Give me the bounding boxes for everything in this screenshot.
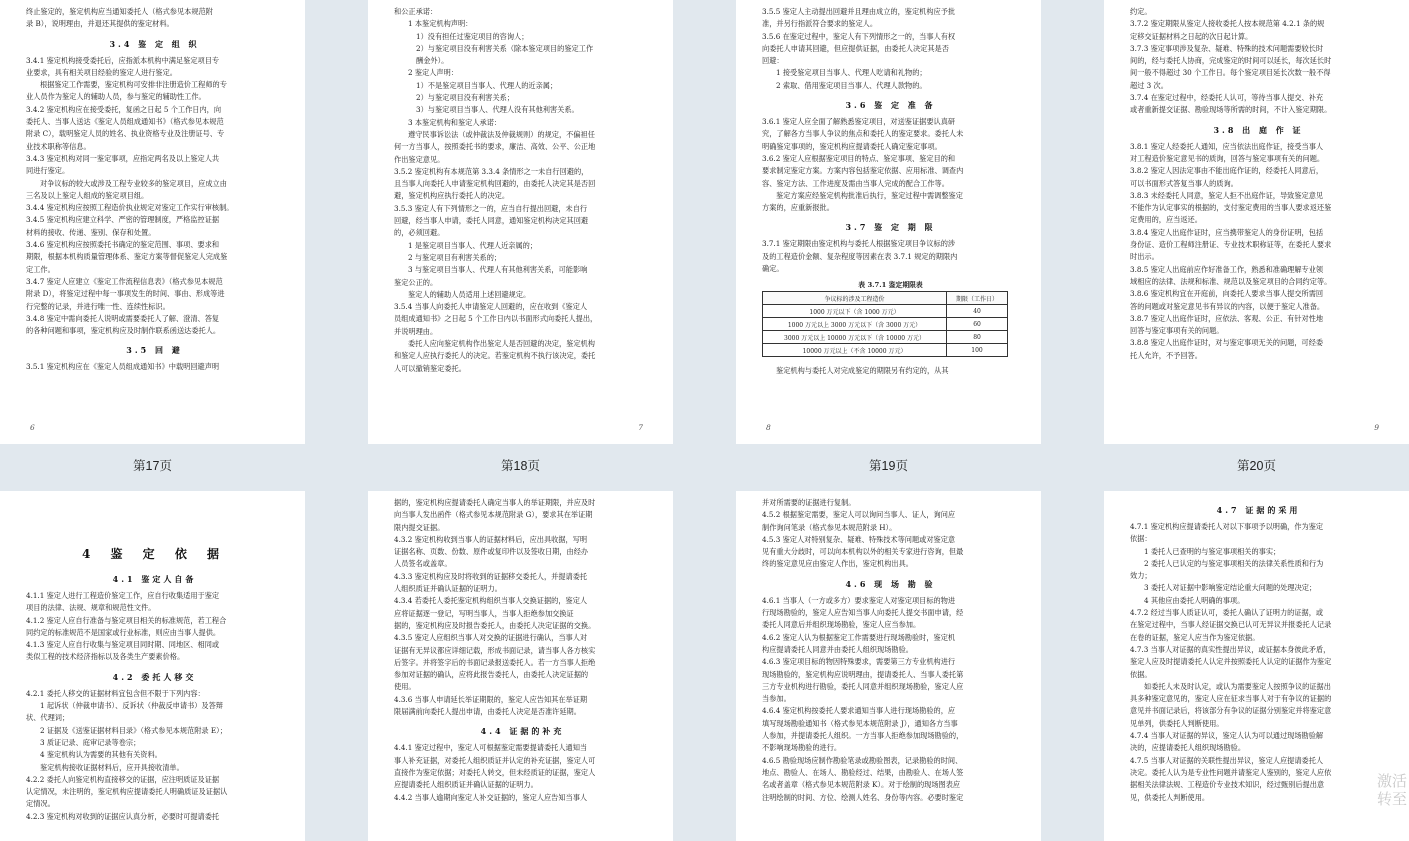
text-line: 4.6.2 鉴定人认为根据鉴定工作需要进行现场勘验时，鉴定机 [762,632,956,642]
text-line: 3.5.4 当事人向委托人申请鉴定人回避的，应在收到《鉴定人 [394,302,588,312]
text-line: 三方专业机构进行勘验，委托人同意并组织现场勘验，鉴定人应 [762,681,964,691]
section-heading: 3.6 鉴 定 准 备 [845,100,936,111]
text-line: 4.4.2 当事人逾期向鉴定人补交证据的，鉴定人应告知当事人 [394,792,588,802]
page-number: 6 [30,423,35,432]
text-line: 回避： [762,56,784,66]
table-cell: 80 [947,331,1008,344]
text-line: 在卷的证据，鉴定人应当作为鉴定依据。 [1130,632,1260,642]
table-row [763,305,1008,318]
text-line: 3 与鉴定项目当事人、代理人有其他利害关系，可能影响 [408,265,588,275]
text-line: 对工程造价鉴定意见书的质询，回答与鉴定事项有关的问题。 [1130,153,1325,163]
text-line: 见有重大分歧时，可以向本机构以外的相关专家进行咨询，但最 [762,547,964,557]
text-line: 3.4.7 鉴定人应建立《鉴定工作流程信息表》（格式参见本规范 [26,276,223,286]
section-heading: 4.1 鉴定人自备 [112,574,197,584]
text-line: 4.5.3 鉴定人对特别复杂、疑难、特殊技术等问题或对鉴定意 [762,534,956,544]
text-line: 委托人同意后并组织现场勘验，鉴定人应当参加。 [762,620,921,630]
page-caption-18[interactable]: 第18页 [501,459,540,473]
text-line: 3.8.6 鉴定机构宜在开庭前，向委托人要求当事人提交所需回 [1130,289,1324,299]
text-line: 4.7.5 当事人对证据的关联性提出异议，鉴定人应提请委托人 [1130,755,1324,765]
text-line: 并对所需要的证据进行复制。 [762,498,856,507]
table-cell: 10000 万元以上（不含 10000 万元） [763,344,947,357]
text-line: 准，并另行指派符合要求的鉴定人。 [762,19,878,29]
text-line: 及的工程造价金额、复杂程度等因素在表 3.7.1 规定的期限内 [762,251,958,261]
text-line: 3.8.4 鉴定人出庭作证时，应当携带鉴定人的身份证明，包括 [1130,227,1324,237]
text-line: 认定情况，未注明的，鉴定机构应提请委托人明确质证及证据认 [26,787,228,797]
text-line: 3.4.6 鉴定机构应按照委托书确定的鉴定范围、事项、要求和 [26,240,220,250]
text-line: 作出鉴定意见。 [394,154,445,164]
page-number: 7 [638,423,643,432]
text-line: 人员签名或盖章。 [394,559,452,569]
table-row [763,331,1008,344]
text-line: 4.2.3 鉴定机构对收到的证据应认真分析，必要时可提请委托 [26,811,220,821]
text-line: 4.6.5 勘验现场应制作勘验笔录或勘验图表，记录勘验的时间、 [762,755,963,765]
text-line: 人参加，并提请委托人组织。一方当事人拒绝参加现场勘验的， [762,731,964,741]
text-line: 制作询问笔录（格式参见本规范附录 H）。 [762,522,897,532]
page-caption-17[interactable]: 第17页 [133,459,172,473]
section-heading: 3.4 鉴 定 组 织 [109,38,200,49]
text-line: 根据鉴定工作需要，鉴定机构可安排非注册造价工程师的专 [40,80,227,90]
text-line: 1 接受鉴定项目当事人、代理人吃请和礼物的； [776,68,927,78]
text-line: 1 本鉴定机构声明： [408,19,473,29]
text-line: 和鉴定人应执行委托人的决定。若鉴定机构不执行该决定，委托 [394,351,596,361]
page-body [762,6,1019,275]
table-cell: 1000 万元以下（含 1000 万元） [763,305,947,318]
text-line: 限届满前向委托人提出申请，由委托人决定是否准许延期。 [394,707,581,717]
watermark-line: 转至 [1376,790,1407,808]
text-line: 见单列，供委托人判断使用。 [1130,718,1224,728]
section-heading: 3.8 出 庭 作 证 [1213,124,1304,135]
text-line: 使用。 [394,682,416,692]
text-line: 应提请委托人组织质证并确认证据的证明力。 [394,780,538,790]
table-cell: 100 [947,344,1008,357]
text-line: 依据： [1130,534,1152,544]
text-line: 人组织质证并确认证据的证明力。 [394,584,502,594]
text-line: 4 鉴定机构认为需要的其他有关资料。 [40,750,162,760]
text-line: 3.8.5 鉴定人出庭前应作好准备工作，熟悉和准确理解专业领 [1130,264,1324,274]
text-line: 员组成通知书》之日起 5 个工作日内以书面形式向委托人提出， [394,314,598,324]
text-line: 3.7.1 鉴定期限由鉴定机构与委托人根据鉴定项目争议标的涉 [762,239,956,249]
text-line: 业技术职称等信息。 [26,141,91,151]
text-line: 3 本鉴定机构和鉴定人承诺： [408,117,502,127]
text-line: 对争议标的较大或涉及工程专业较多的鉴定项目，应成立由 [40,178,227,188]
text-line: 4.3.3 鉴定机构应及时将收到的证据移交委托人，并提请委托 [394,571,588,581]
page-number: 9 [1374,423,1379,432]
text-line: 在鉴定过程中，当事人经证据交换已认可无异议并报委托人记录 [1130,620,1332,630]
text-line: 答的问题或对鉴定意见书有异议的内容，以便于鉴定人准备。 [1130,301,1325,311]
text-line: 明确鉴定事项的，鉴定机构应提请委托人确定鉴定事项。 [762,141,942,151]
text-line: 3.8.2 鉴定人因法定事由不能出庭作证的，经委托人同意后， [1130,166,1324,176]
text-line: 3.7.2 鉴定期限从鉴定人接收委托人按本规范第 4.2.1 条的规 [1130,19,1325,29]
text-line: 委托人应向鉴定机构作出鉴定人是否回避的决定，鉴定机构 [408,339,595,349]
text-line: 4.6.1 当事人（一方或多方）要求鉴定人对鉴定项目标的物进 [762,595,956,605]
section-heading: 4.7 证据的采用 [1216,505,1301,515]
text-line: 2）与鉴定项目没有利害关系（除本鉴定项目的鉴定工作 [416,43,594,53]
text-line: 3 委托人对证据中影响鉴定结论重大问题的处理决定； [1144,583,1317,593]
text-line: 项目的法律、法规、规章和规范性文件。 [26,603,156,613]
text-line: 决定。委托人认为是专业性问题并请鉴定人鉴别的，鉴定人应依 [1130,767,1332,777]
text-line: 2 证据及《送鉴证据材料目录》（格式参见本规范附录 E）； [40,725,227,735]
text-line: 直接作为鉴定依据；对委托人转交，但未经质证的证据，鉴定人 [394,767,596,777]
text-line: 3.4.2 鉴定机构应在接受委托，复函之日起 5 个工作日内，向 [26,104,222,114]
text-line: 4.7.2 经过当事人质证认可，委托人确认了证明力的证据，或 [1130,608,1324,618]
text-line: 可以书面形式答复当事人的质询。 [1130,178,1238,188]
document-page-20[interactable] [1104,0,1409,444]
text-line: 4.3.6 当事人申请延长举证期限的，鉴定人应告知其在举证期 [394,694,588,704]
text-line: 鉴定机构接收证据材料后，应开具接收清单。 [40,762,184,772]
text-line: 3.8.3 未经委托人同意，鉴定人拒不出庭作证，导致鉴定意见 [1130,190,1324,200]
text-line: 4.6.4 鉴定机构按委托人要求通知当事人进行现场勘验的，应 [762,706,956,716]
text-line: 3.8.8 鉴定人出庭作证时，对与鉴定事项无关的问题，可经委 [1130,338,1324,348]
text-line: 不能作为认定事实的根据的，支付鉴定费用的当事人要求返还鉴 [1130,203,1332,213]
text-line: 1 委托人已查明的与鉴定事项相关的事实； [1144,546,1281,556]
text-line: 材料的接收、传递、鉴别、保存和处置。 [26,227,156,237]
text-line: 鉴定人的辅助人员适用上述回避规定。 [408,289,531,299]
text-line: 同约定的标准规范不是国家或行业标准，则应由当事人提供。 [26,627,221,637]
page-body [1130,503,1387,804]
document-page-22[interactable] [368,491,673,841]
text-line: 3.4.4 鉴定机构应按照工程造价执业规定对鉴定工作实行审核制。 [26,203,234,213]
text-line: 依据。 [1130,669,1152,679]
table-header-cell: 期限（工作日） [947,292,1008,305]
text-line: 如委托人未及时认定，或认为需要鉴定人按照争议的证据出 [1144,681,1331,691]
text-line: 据的，鉴定机构应提请委托人确定当事人的举证期限，并应及时 [394,498,596,507]
text-line: 行完整的记录，并进行唯一性、连续性标识。 [26,301,170,311]
text-line: 4.3.4 若委托人委托鉴定机构组织当事人交换证据的，鉴定人 [394,596,588,606]
text-line: 3 质证记录、庭审记录等卷宗； [40,737,141,747]
text-line: 2 与鉴定项目有利害关系的； [408,252,502,262]
page-body [762,497,1019,804]
table-cell: 3000 万元以上 10000 万元以下（含 10000 万元） [763,331,947,344]
text-line: 类似工程的技术经济指标以及各类生产要素价格。 [26,652,185,662]
text-line: 3.5.3 鉴定人有下列情形之一的，应当自行提出回避，未自行 [394,203,588,213]
text-line: 1）不是鉴定项目当事人、代理人的近亲属； [416,80,558,90]
text-line: 期限，根据本机构质量管理体系、鉴定方案等督促鉴定人完成鉴 [26,252,228,262]
text-line: 3.5.5 鉴定人主动提出回避并且理由成立的，鉴定机构应予批 [762,7,956,16]
table-cell: 1000 万元以上 3000 万元以下（含 3000 万元） [763,318,947,331]
text-line: 具多种鉴定意见的，鉴定人应在征求当事人对于有争议的证据的 [1130,694,1332,704]
text-line: 或者重新提交证据、勘验现场等所需的时间，不计入鉴定期限。 [1130,105,1332,115]
text-line: 托人允许，不予回答。 [1130,350,1202,360]
text-line: 4.2.1 委托人移交的证据材料宜包含但不限于下列内容： [26,688,205,698]
text-line: 究，了解各方当事人争议的焦点和委托人的鉴定要求。委托人未 [762,129,964,139]
page-body [26,545,283,823]
text-line: 定情况。 [26,799,55,809]
chapter-heading: 4 鉴 定 依 据 [81,547,228,561]
text-line: 4.5.2 根据鉴定需要，鉴定人可以询问当事人、证人，询问应 [762,510,956,520]
text-line: 人可以撤销鉴定委托。 [394,363,466,373]
section-heading: 4.4 证据的补充 [480,726,565,737]
text-line: 参加对证据的确认，应将此报告委托人，由委托人决定证据的 [394,670,589,680]
text-line: 3.8.7 鉴定人出庭作证时，应依法、客观、公正、有针对性地 [1130,313,1324,323]
table-cell: 40 [947,305,1008,318]
text-line: 构应提请委托人同意并由委托人组织现场勘验。 [762,644,913,654]
text-line: 回避，经当事人申请，委托人同意，通知鉴定机构决定其回避 [394,216,589,226]
text-line: 域相应的法律、法规和标准、规范以及鉴定项目的合同约定等。 [1130,276,1332,286]
text-line: 鉴定机构与委托人对完成鉴定的期限另有约定的，从其 [776,366,949,376]
text-line: 据相关法律法规、工程造价专业技术知识，经过甄别后提出意 [1130,780,1325,790]
table-row [763,318,1008,331]
text-line: 3.7.4 在鉴定过程中，经委托人认可，等待当事人提交、补充 [1130,93,1324,103]
text-line: 3.8.1 鉴定人经委托人通知，应当依法出庭作证，接受当事人 [1130,141,1324,151]
text-line: 回答与鉴定事项有关的问题。 [1130,326,1224,336]
text-line: 鉴定人应及时提请委托人认定并按照委托人认定的证据作为鉴定 [1130,657,1332,667]
text-line: 2 委托人已认定的与鉴定事项相关的法律关系性质和行为 [1144,558,1324,568]
text-line: 3.5.1 鉴定机构应在《鉴定人员组成通知书》中载明回避声明 [26,362,220,372]
text-line: 3.4.3 鉴定机构对同一鉴定事项，应指定两名及以上鉴定人共 [26,153,220,163]
text-line: 间的，经与委托人协商，完成鉴定的时间可以延长，每次延长时 [1130,56,1332,66]
table-header-row [763,292,1008,305]
text-line: 附录 D），将鉴定过程中每一事项发生的时间、事由、形成等进 [26,289,225,299]
table-title: 表 3.7.1 鉴定期限表 [858,281,923,290]
text-line: 3.5.6 在鉴定过程中，鉴定人有下列情形之一的，当事人有权 [762,31,956,41]
text-line: 4 其他应由委托人明确的事项。 [1144,595,1245,605]
page-caption-19[interactable]: 第19页 [869,459,908,473]
text-line: 地点、勘验人、在场人、勘验经过、结果，由勘验人、在场人签 [762,767,964,777]
text-line: 间一般不得超过 30 个工作日。每个鉴定项目延长次数一般不得 [1130,68,1331,78]
document-page-24[interactable] [1104,491,1409,841]
text-line: 1）没有担任过鉴定项目的咨询人； [416,31,529,41]
text-line: 4.7.4 当事人对证据的异议，鉴定人认为可以通过现场勘验解 [1130,731,1324,741]
text-line: 4.2.2 委托人向鉴定机构直接移交的证据，应注明质证及证据 [26,774,220,784]
table-row [763,344,1008,357]
text-line: 3.4.8 鉴定中需向委托人说明或需要委托人了解、澄清、答复 [26,313,220,323]
text-line: 和公正承诺： [394,7,438,16]
appraisal-period-table [762,291,1008,357]
text-line: 何一方当事人，按照委托书的要求，廉洁、高效、公平、公正地 [394,142,596,152]
text-line: 证据有无异议都应详细记载，形成书面记录，请当事人各方核实 [394,645,596,655]
text-line: 酬金外）。 [416,56,449,66]
text-line: 约定。 [1130,7,1152,16]
text-line: 3.5.2 鉴定机构有本规范第 3.3.4 条情形之一未自行回避的， [394,166,589,176]
text-line: 鉴定公正的。 [394,277,438,287]
text-line: 3.6.2 鉴定人应根据鉴定项目的特点、鉴定事项、鉴定目的和 [762,153,956,163]
text-line: 应将证据逐一登记，写明当事人，当事人拒绝参加交换证 [394,608,574,618]
page-body [1130,6,1387,362]
text-line: 4.3.2 鉴定机构收到当事人的证据材料后，应出具收据，写明 [394,534,588,544]
watermark-line: 激活 [1376,772,1407,790]
text-line: 注明绘制的时间、方位、绘测人姓名、身份等内容。必要时鉴定 [762,792,964,802]
text-line: 4.1.2 鉴定人应自行准备与鉴定项目相关的标准规范，若工程合 [26,615,227,625]
text-line: 3.4.5 鉴定机构应建立科学、严密的管理制度，严格监控证据 [26,215,220,225]
text-line: 终止鉴定的，鉴定机构应当通知委托人（格式参见本规范附 [26,7,213,16]
text-line: 的，必须回避。 [394,228,445,238]
text-line: 录 B），说明理由，并退还其提供的鉴定材料。 [26,19,174,29]
text-line: 事人补充证据，对委托人组织质证并认定的补充证据，鉴定人可 [394,755,596,765]
text-line: 3.6.1 鉴定人应全面了解熟悉鉴定项目，对送鉴证据要认真研 [762,117,956,127]
page-body [394,6,651,375]
text-line: 3.4.1 鉴定机构接受委托后，应指派本机构中满足鉴定项目专 [26,55,220,65]
text-line: 限内提交证据。 [394,522,445,532]
text-line: 行现场勘验的，鉴定人应告知当事人向委托人提交书面申请，经 [762,608,964,618]
page-body [394,497,651,804]
text-line: 状、代理词； [26,713,70,723]
text-line: 效力； [1130,571,1152,581]
text-line: 并说明理由。 [394,326,438,336]
text-line: 身份证、造价工程师注册证、专业技术职称证等，在委托人要求 [1130,240,1332,250]
text-line: 4.4.1 鉴定过程中，鉴定人可根据鉴定需要提请委托人通知当 [394,743,588,753]
text-line: 不影响现场勘验的进行。 [762,743,842,753]
text-line: 遵守民事诉讼法（或仲裁法及仲裁规则）的规定，不偏袒任 [408,129,595,139]
text-line: 的各种问题和事项，鉴定机构应及时制作联系函送达委托人。 [26,326,221,336]
text-line: 确定。 [762,264,784,274]
text-line: 4.1.3 鉴定人应自行收集与鉴定项目同时期、同地区、相同或 [26,640,220,650]
text-line: 当参加。 [762,694,791,704]
section-heading: 3.5 回 避 [126,345,183,356]
activation-watermark [1377,772,1407,808]
text-line: 名或者盖章（格式参见本规范附录 K）。对于绘制的现场图表应 [762,780,961,790]
text-line: 4.1.1 鉴定人进行工程造价鉴定工作，应自行收集适用于鉴定 [26,591,220,600]
text-line: 要求制定鉴定方案。方案内容包括鉴定依据、应用标准、调查内 [762,166,964,176]
page-caption-20[interactable]: 第20页 [1237,459,1276,473]
document-page-18[interactable] [368,0,673,444]
text-line: 容、鉴定方法、工作进度及需由当事人完成的配合工作等。 [762,178,949,188]
text-line: 证据名称、页数、份数、原件或复印件以及签收日期，由经办 [394,547,589,557]
text-line: 3）与鉴定项目当事人、代理人没有其他利害关系。 [416,105,579,115]
table-header-cell: 争议标的涉及工程造价 [763,292,947,305]
section-heading: 3.7 鉴 定 期 限 [845,222,936,233]
text-line: 方案的，应重新报批。 [762,203,834,213]
text-line: 1 起诉状（仲裁申请书）、反诉状（仲裁反申请书）及答辩 [40,701,223,711]
text-line: 附录 C），载明鉴定人员的姓名、执业资格专业及注册证号、专 [26,129,225,139]
text-line: 填写现场勘验通知书（格式参见本规范附录 J），通知各方当事 [762,718,958,728]
text-line: 终的鉴定意见应由鉴定人作出，鉴定机构出具。 [762,559,913,569]
text-line: 1 是鉴定项目当事人、代理人近亲属的； [408,240,538,250]
text-line: 见，供委托人判断使用。 [1130,792,1210,802]
text-line: 定移交证据材料之日起的次日起计算。 [1130,31,1253,41]
text-line: 业要求，具有相关项目经验的鉴定人进行鉴定。 [26,67,177,77]
text-line: 同进行鉴定。 [26,166,70,176]
text-line: 现场勘验的，鉴定机构应说明理由，提请委托人、当事人委托第 [762,669,964,679]
page-body-after-table [762,365,1019,377]
text-line: 避，鉴定机构应执行委托人的决定。 [394,191,510,201]
text-line: 鉴定方案应经鉴定机构批准后执行，鉴定过程中需调整鉴定 [776,190,963,200]
section-heading: 4.6 现 场 勘 验 [845,578,936,589]
page-number: 8 [766,423,771,432]
text-line: 定工作。 [26,264,55,274]
document-page-17[interactable] [0,0,305,444]
text-line: 据的，鉴定机构应及时报告委托人，由委托人决定证据的交换。 [394,620,596,630]
table-cell: 60 [947,318,1008,331]
text-line: 后签字。并将签字后的书面记录报送委托人。若一方当事人拒绝 [394,657,596,667]
text-line: 2 索取、借用鉴定项目当事人、代理人款物的。 [776,80,927,90]
text-line: 3.7.3 鉴定事项涉及复杂、疑难、特殊的技术问题需要较长时 [1130,43,1324,53]
text-line: 业人员作为鉴定人的辅助人员，参与鉴定的辅助性工作。 [26,92,206,102]
text-line: 委托人、当事人送达《鉴定人员组成通知书》（格式参见本规范 [26,117,224,127]
document-page-19[interactable] [736,0,1041,444]
section-heading: 4.2 委托人移交 [112,671,197,682]
text-line: 时出示。 [1130,252,1159,262]
document-page-23[interactable] [736,491,1041,841]
text-line: 4.7.1 鉴定机构应提请委托人对以下事项予以明确，作为鉴定 [1130,522,1324,531]
text-line: 2 鉴定人声明： [408,68,458,78]
text-line: 且当事人向委托人申请鉴定机构回避的，由委托人决定其是否回 [394,179,596,189]
text-line: 4.3.5 鉴定人应组织当事人对交换的证据进行确认，当事人对 [394,633,588,643]
text-line: 意见并书面记录后，将该部分有争议的证据分别鉴定并将鉴定意 [1130,706,1332,716]
page-body [26,6,283,374]
text-line: 4.7.3 当事人对证据的真实性提出异议，或证据本身彼此矛盾， [1130,644,1331,654]
text-line: 向委托人申请其回避，但应提供证据，由委托人决定其是否 [762,43,949,53]
text-line: 2）与鉴定项目没有利害关系； [416,93,515,103]
document-page-21[interactable] [0,491,305,841]
text-line: 4.6.3 鉴定项目标的物因特殊要求，需要第三方专业机构进行 [762,657,956,667]
text-line: 决的，应提请委托人组织现场勘验。 [1130,743,1246,753]
text-line: 向当事人发出函件（格式参见本规范附录 G），要求其在举证期 [394,510,593,520]
text-line: 三名及以上鉴定人组成的鉴定项目组。 [26,190,149,200]
text-line: 超过 3 次。 [1130,80,1168,90]
text-line: 定费用的，应当返还。 [1130,215,1202,225]
